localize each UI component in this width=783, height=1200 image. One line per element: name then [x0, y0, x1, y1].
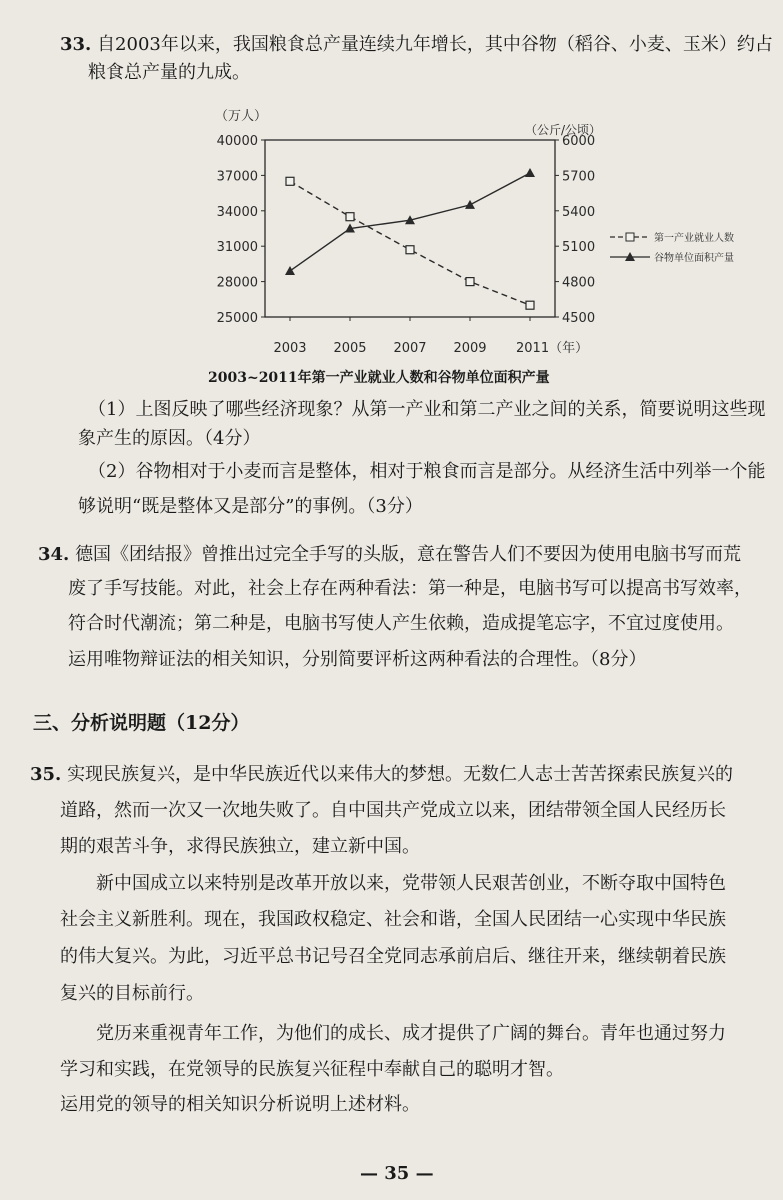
- data-point-square: [406, 246, 414, 254]
- x-tick-label: 2007: [393, 341, 427, 356]
- q33-line-1: [60, 33, 773, 57]
- q34-stem-3: 符合时代潮流；第二种是，电脑书写使人产生依赖，造成提笔忘字，不宜过度使用。: [68, 613, 734, 634]
- section-3-title: 三、分析说明题（12分）: [33, 712, 250, 734]
- data-point-triangle: [525, 168, 535, 177]
- data-point-square: [526, 301, 534, 309]
- x-tick-label: 2011（年）: [516, 341, 589, 356]
- left-axis-unit: （万人）: [215, 109, 268, 124]
- q35-p1-line-1: 实现民族复兴，是中华民族近代以来伟大的梦想。无数仁人志士苦苦探索民族复兴的: [67, 764, 734, 785]
- right-tick-label: 5700: [562, 169, 596, 185]
- q33-sub1-line-2: 象产生的原因。（4分）: [78, 428, 261, 449]
- q35-p2-line-3: 的伟大复兴。为此，习近平总书记号召全党同志承前启后、继往开来，继续朝着民族: [60, 946, 726, 967]
- q33-stem-2: 粮食总产量的九成。: [88, 62, 250, 83]
- q33-stem-1: 自2003年以来，我国粮食总产量连续九年增长，其中谷物（稻谷、小麦、玉米）约占: [97, 34, 773, 55]
- page-number: — 35 —: [360, 1163, 434, 1184]
- x-tick-label: 2003: [273, 341, 307, 356]
- data-point-triangle: [285, 266, 295, 275]
- left-tick-label: 40000: [216, 134, 258, 149]
- legend-marker-square: [626, 233, 634, 241]
- left-tick-label: 31000: [216, 240, 258, 256]
- data-point-square: [466, 278, 474, 286]
- x-tick-label: 2009: [453, 341, 487, 356]
- q35-question: 运用党的领导的相关知识分析说明上述材料。: [60, 1094, 420, 1115]
- left-tick-label: 34000: [216, 204, 258, 220]
- right-axis-unit: （公斤/公顷）: [525, 123, 602, 137]
- data-point-triangle: [465, 200, 475, 209]
- line-chart: [195, 105, 783, 365]
- q33-sub2-line-1: （2）谷物相对于小麦而言是整体，相对于粮食而言是部分。从经济生活中列举一个能: [88, 461, 766, 482]
- right-tick-label: 5100: [562, 240, 596, 256]
- q35-p2-line-1: 新中国成立以来特别是改革开放以来，党带领人民艰苦创业，不断夺取中国特色: [96, 873, 726, 894]
- q35-p1-line-3: 期的艰苦斗争，求得民族独立，建立新中国。: [60, 836, 420, 857]
- x-tick-label: 2005: [333, 341, 367, 356]
- data-point-square: [286, 177, 294, 185]
- q34-stem-4: 运用唯物辩证法的相关知识，分别简要评析这两种看法的合理性。（8分）: [68, 649, 647, 670]
- q33-number: 33.: [60, 34, 92, 55]
- q35-p3-line-2: 学习和实践，在党领导的民族复兴征程中奉献自己的聪明才智。: [60, 1059, 564, 1080]
- left-tick-label: 25000: [216, 311, 258, 326]
- plot-frame: [265, 140, 555, 317]
- data-point-square: [346, 213, 354, 221]
- q34-number: 34.: [38, 544, 70, 565]
- q35-line-1: [30, 763, 733, 787]
- q33-sub2-line-2: 够说明“既是整体又是部分”的事例。（3分）: [78, 496, 423, 517]
- left-tick-label: 28000: [216, 275, 258, 291]
- q35-p2-line-2: 社会主义新胜利。现在，我国政权稳定、社会和谐，全国人民团结一心实现中华民族: [60, 909, 726, 930]
- right-tick-label: 4500: [562, 311, 596, 326]
- chart-title: 2003~2011年第一产业就业人数和谷物单位面积产量: [208, 370, 550, 386]
- right-tick-label: 6000: [562, 134, 596, 149]
- q34-stem-1: 德国《团结报》曾推出过完全手写的头版，意在警告人们不要因为使用电脑书写而荒: [75, 544, 742, 565]
- q35-number: 35.: [30, 764, 62, 785]
- right-tick-label: 4800: [562, 275, 596, 291]
- right-tick-label: 5400: [562, 204, 596, 220]
- legend-label-2: 谷物单位面积产量: [654, 253, 734, 264]
- q35-p2-line-4: 复兴的目标前行。: [60, 983, 204, 1004]
- q34-line-1: [38, 543, 741, 567]
- legend-label-1: 第一产业就业人数: [654, 233, 734, 244]
- left-tick-label: 37000: [216, 169, 258, 185]
- q34-stem-2: 废了手写技能。对此，社会上存在两种看法：第一种是，电脑书写可以提高书写效率，: [68, 578, 752, 599]
- series-line-1: [290, 181, 530, 305]
- q35-p1-line-2: 道路，然而一次又一次地失败了。自中国共产党成立以来，团结带领全国人民经历长: [60, 800, 726, 821]
- q33-sub1-line-1: （1）上图反映了哪些经济现象？从第一产业和第二产业之间的关系，简要说明这些现: [88, 399, 766, 420]
- q35-p3-line-1: 党历来重视青年工作，为他们的成长、成才提供了广阔的舞台。青年也通过努力: [96, 1023, 726, 1044]
